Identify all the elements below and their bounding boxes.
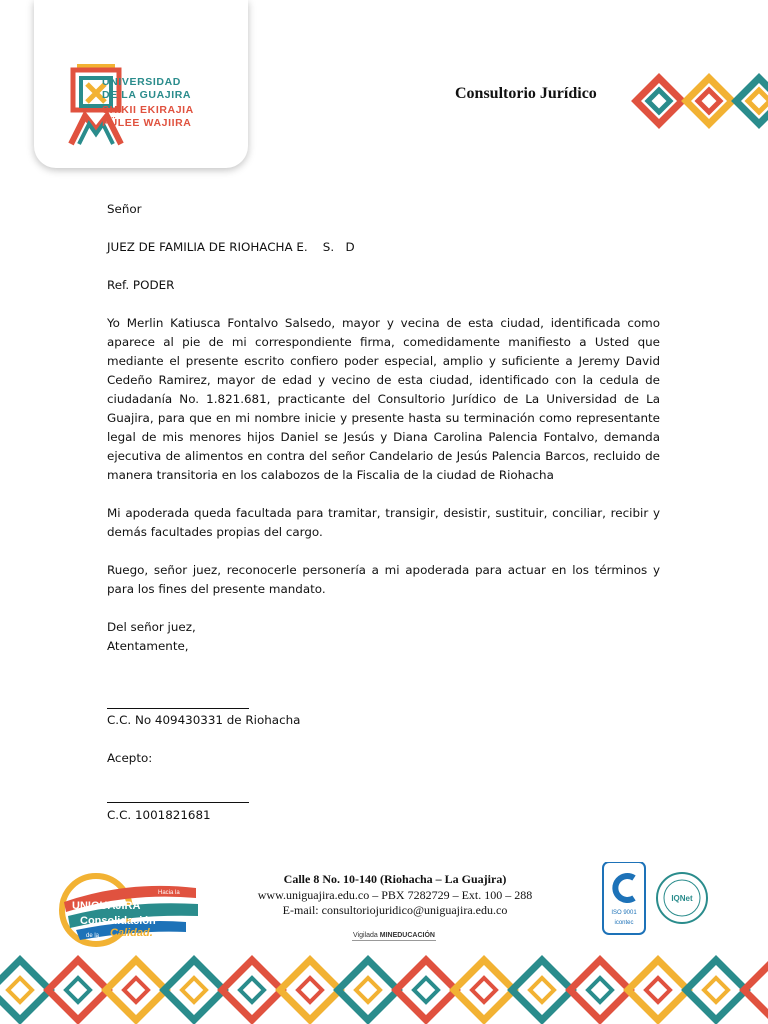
university-logo-card [34,0,248,168]
accept-label: Acepto: [107,751,153,765]
promo-line3: Consolidación [80,915,156,927]
attorney-id-block [107,806,660,825]
wayuu-line2: PÜLEE WAJIIRA [102,116,192,129]
salutation: Señor [107,202,142,216]
promo-line5: Calidad. [110,927,153,939]
wayuu-line1: SHIKII EKIRAJIA [102,104,194,116]
university-line2: DE LA GUAJIRA [102,88,192,101]
promo-line4: de la [86,933,100,939]
recipient: JUEZ DE FAMILIA DE RIOHACHA E. S. D [107,240,355,254]
paragraph-request: Ruego, señor juez, reconocerle personería a mi apoderada para actuar en los términos y para los fines del presente mandato. [107,563,660,596]
letter-body [107,200,660,656]
paragraph-power: Yo Merlin Katiusca Fontalvo Salsedo, mayor y vecina de esta ciudad, identificada como aparece al pie de mi correspondiente firma, comedidamente manifiesto a Usted que mediante el presente escrito confiero poder especial, amplio y suficiente a Jeremy David Cedeño Ramirez, mayor de edad y vecino de esta ciudad, identificado con la cedula de ciudadanía No. 1.821.681, practicante del Consultorio Jurídico de La Universidad de La Guajira, para que en mi nombre inicie y presente hasta su terminación como representante legal de mis menores hijos Daniel se Jesús y Diana Carolina Palencia Fontalvo, demanda ejecutiva de alimentos en contra del señor Candelario de Jesús Palencia Barcos, recluido de manera transitoria en los calabozos de la Fiscalia de la ciudad de Riohacha [107,316,660,482]
footer-web-phone: www.uniguajira.edu.co – PBX 7282729 – Ext. 100 – 288 [257,887,533,902]
footer-email: E-mail: consultoriojuridico@uniguajira.edu.co [282,903,508,917]
university-name [102,76,194,129]
grantor-id-block [107,711,660,768]
certification-seals [600,862,712,938]
university-line1: UNIVERSIDAD [102,76,181,88]
vigilada-label: Vigilada [353,932,378,939]
cert1-label: ISO 9001 [611,910,637,916]
wayuu-pattern-decoration [628,70,768,132]
closing-line1: Del señor juez, [107,620,196,634]
grantor-id: C.C. No 409430331 de Riohacha [107,713,301,727]
attorney-id: C.C. 1001821681 [107,808,211,822]
cert2-label: IQNet [671,894,693,903]
cert1-sub: icontec [614,920,634,926]
ministry-label: MINEDUCACIÓN [379,932,435,939]
signature-line-grantor [107,708,249,709]
footer-address: Calle 8 No. 10-140 (Riohacha – La Guajira) [283,872,507,886]
page-title: Consultorio Jurídico [455,85,597,102]
reference: Ref. PODER [107,278,175,292]
paragraph-faculties: Mi apoderada queda facultada para tramitar, transigir, desistir, sustituir, conciliar, recibir y demás facultades propias del cargo. [107,506,660,539]
uniguajira-quality-logo [58,870,203,950]
promo-line2: Hacia la [158,890,180,896]
footer-contact [240,872,550,919]
vigilada-badge [352,932,436,941]
closing-line2: Atentamente, [107,639,189,653]
promo-line1: UNIGUAJIRA [72,900,141,912]
signature-line-attorney [107,802,249,803]
wayuu-bottom-band [0,950,768,1024]
